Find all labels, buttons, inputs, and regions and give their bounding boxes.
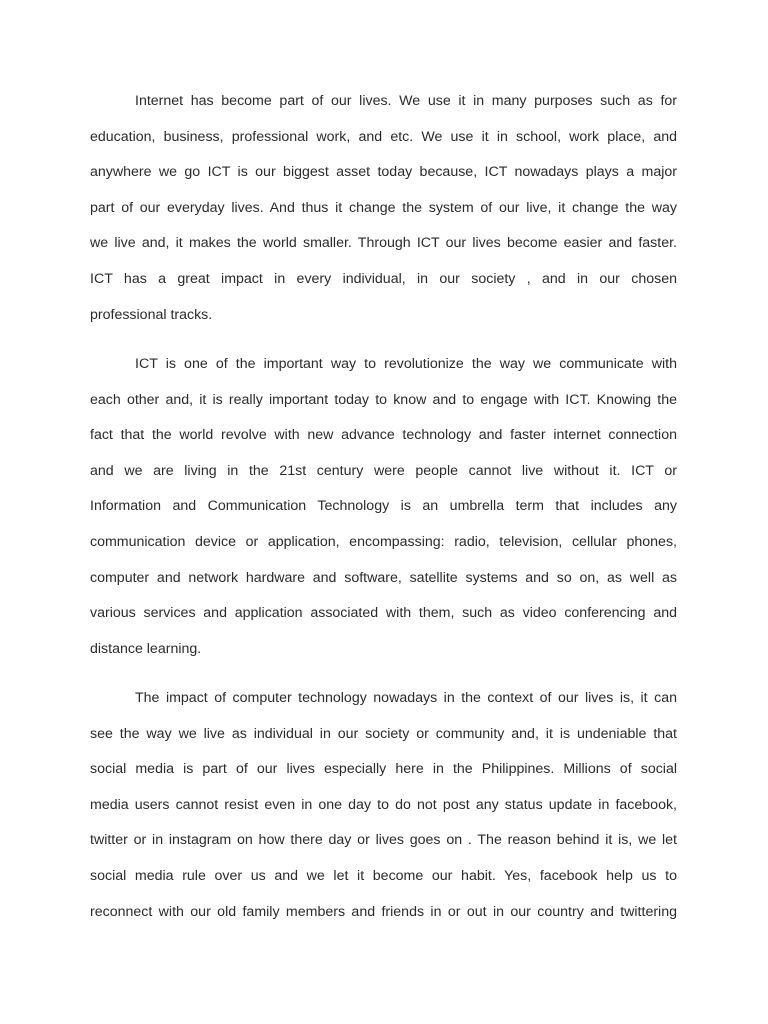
paragraph-line: social media rule over us and we let it become our habit. Yes, facebook help us to (90, 867, 677, 884)
paragraph-line: various services and application associated with them, such as video conferencing and (90, 605, 677, 622)
paragraph-line: reconnect with our old family members and friends in or out in our country and twittering (90, 903, 677, 920)
paragraph-line: see the way we live as individual in our society or community and, it is undeniable that (90, 725, 677, 742)
paragraph-line: Information and Communication Technology is an umbrella term that includes any (90, 498, 677, 515)
paragraph-line: social media is part of our lives especially here in the Philippines. Millions of social (90, 761, 677, 778)
paragraph-line: and we are living in the 21st century were people cannot live without it. ICT or (90, 462, 677, 479)
paragraph-line: anywhere we go ICT is our biggest asset today because, ICT nowadays plays a major (90, 164, 677, 181)
paragraph-line: computer and network hardware and software, satellite systems and so on, as well as (90, 569, 677, 586)
paragraph-line: fact that the world revolve with new advance technology and faster internet connection (90, 427, 677, 444)
paragraph-2 (90, 347, 677, 667)
paragraph-line: ICT is one of the important way to revolutionize the way we communicate with (135, 356, 677, 372)
paragraph-line: ICT has a great impact in every individual, in our society , and in our chosen (90, 270, 677, 287)
paragraph-line: twitter or in instagram on how there day or lives goes on . The reason behind it is, we let (90, 832, 677, 849)
paragraph-line: communication device or application, encompassing: radio, television, cellular phones, (90, 533, 677, 550)
paragraph-line: we live and, it makes the world smaller. Through ICT our lives become easier and faster. (90, 235, 677, 252)
paragraph-line: education, business, professional work, and etc. We use it in school, work place, and (90, 128, 677, 145)
paragraph-line: distance learning. (90, 640, 202, 657)
paragraph-line: Internet has become part of our lives. We use it in many purposes such as for (135, 93, 677, 109)
paragraph-line: each other and, it is really important today to know and to engage with ICT. Knowing the (90, 391, 677, 408)
paragraph-line: media users cannot resist even in one day to do not post any status update in facebook, (90, 796, 677, 813)
paragraph-line: The impact of computer technology nowadays in the context of our lives is, it can (135, 690, 677, 706)
paragraph-line: professional tracks. (90, 306, 213, 323)
paragraph-1 (90, 84, 677, 333)
paragraph-3 (90, 681, 677, 930)
paragraph-line: part of our everyday lives. And thus it change the system of our live, it change the way (90, 199, 677, 216)
